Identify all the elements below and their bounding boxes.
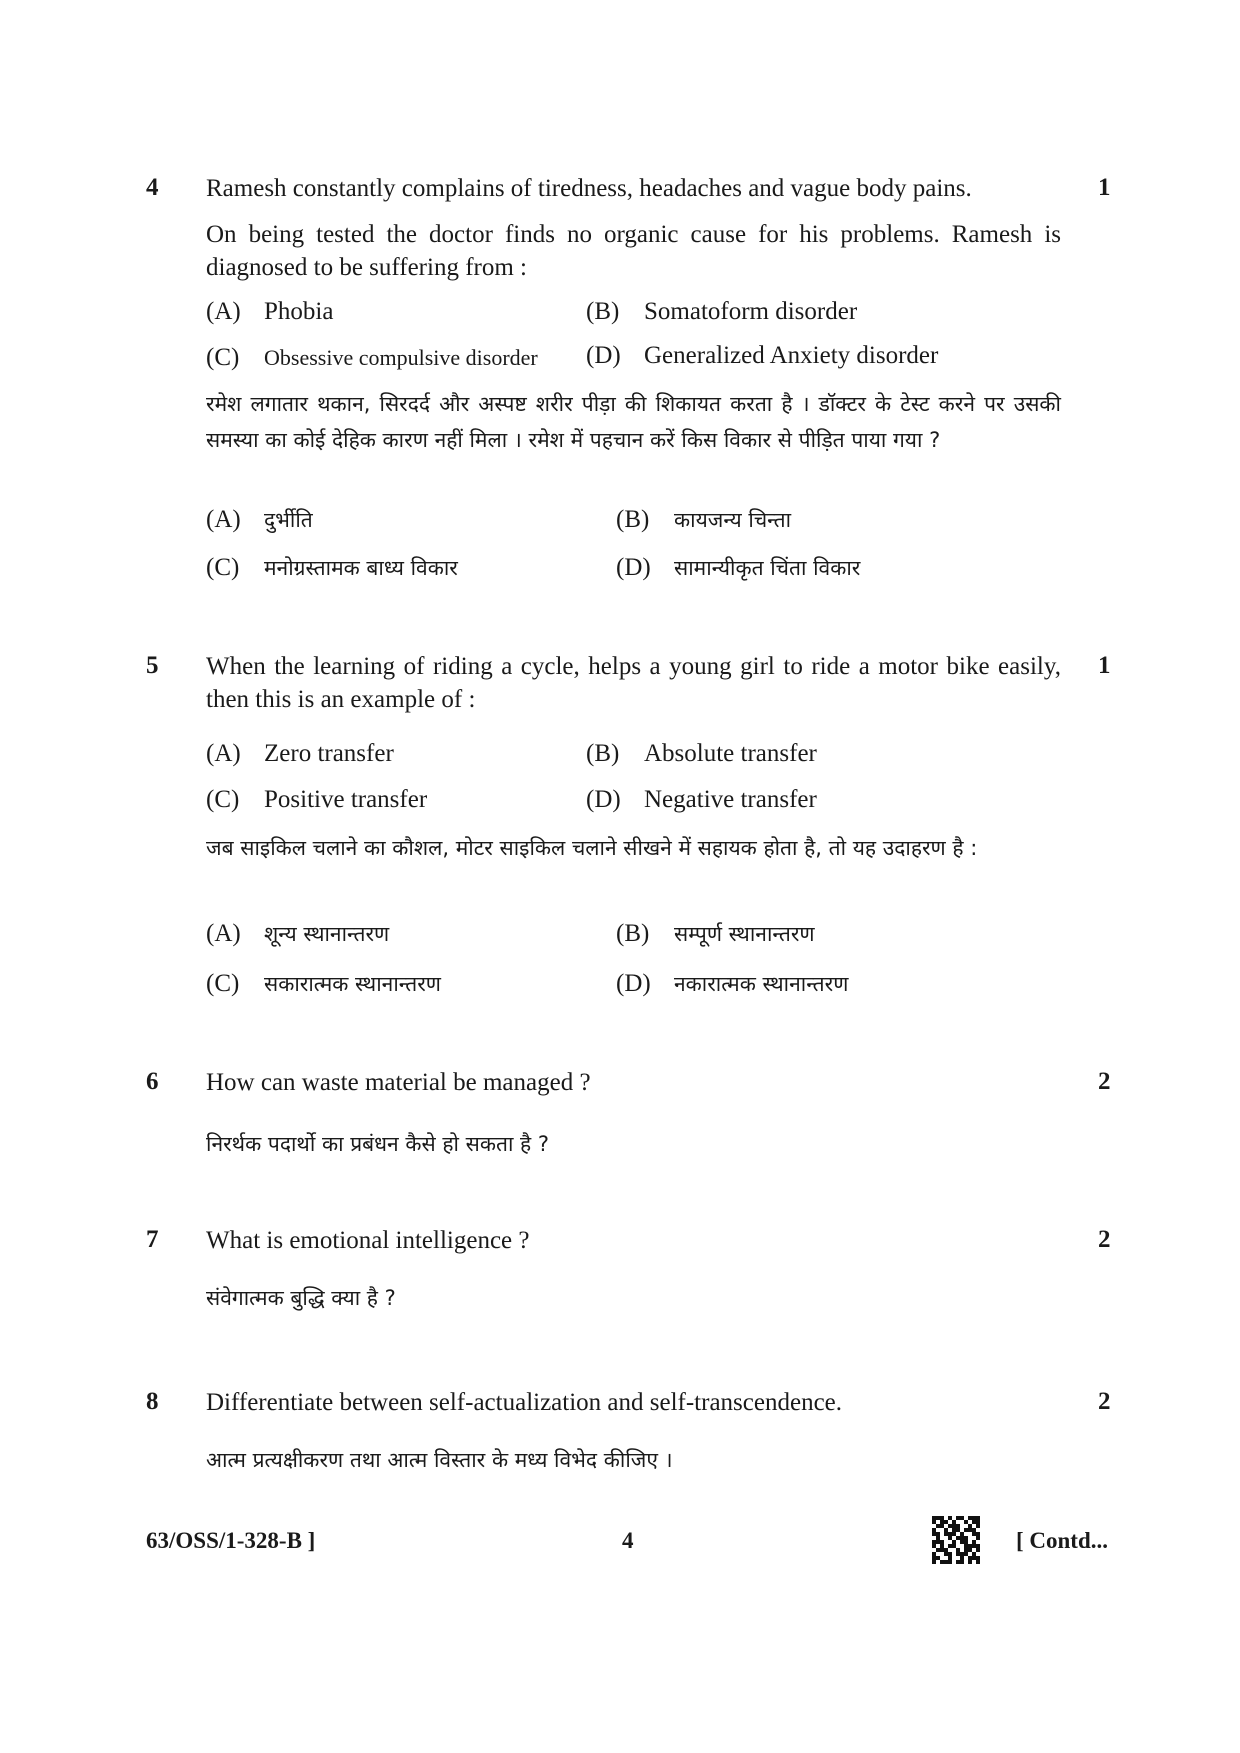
- hindi-option-c: (C) मनोग्रस्तामक बाध्य विकार: [206, 554, 458, 581]
- hindi-option-b: (B) कायजन्य चिन्ता: [616, 506, 792, 533]
- question-text: How can waste material be managed ?: [206, 1069, 591, 1096]
- hindi-question-text: जब साइकिल चलाने का कौशल, मोटर साइकिल चलाने सीखने में सहायक होता है, तो यह उदाहरण है :: [206, 836, 978, 860]
- hindi-option-a: (A) शून्य स्थानान्तरण: [206, 920, 390, 947]
- qr-code-icon: [932, 1516, 980, 1564]
- option-c: (C) Obsessive compulsive disorder: [206, 344, 538, 371]
- question-number: 6: [146, 1068, 159, 1095]
- question-text: When the learning of riding a cycle, helps a young girl to ride a motor bike easily, then this is an example of :: [206, 653, 1061, 713]
- option-b: (B) Somatoform disorder: [586, 298, 858, 325]
- question-marks: 2: [1098, 1226, 1111, 1253]
- hindi-option-b: (B) सम्पूर्ण स्थानान्तरण: [616, 920, 815, 947]
- question-marks: 1: [1098, 652, 1111, 679]
- hindi-option-c: (C) सकारात्मक स्थानान्तरण: [206, 970, 441, 997]
- question-number: 5: [146, 652, 159, 679]
- question-text: On being tested the doctor finds no organic cause for his problems. Ramesh is diagnosed to be suffering from :: [206, 221, 1061, 281]
- question-marks: 2: [1098, 1068, 1111, 1095]
- option-a: (A) Zero transfer: [206, 740, 394, 767]
- hindi-option-a: (A) दुर्भीति: [206, 506, 313, 533]
- question-text: Differentiate between self-actualization and self-transcendence.: [206, 1389, 843, 1416]
- option-b: (B) Absolute transfer: [586, 740, 817, 767]
- hindi-question-text: रमेश लगातार थकान, सिरदर्द और अस्पष्ट शरीर पीड़ा की शिकायत करता है । डॉक्टर के टेस्ट करने पर उसकी समस्या का कोई देहिक कारण नहीं मिला । रमेश में पहचान करें किस विकार से पीड़ित पाया गया ?: [206, 392, 1061, 452]
- option-a: (A) Phobia: [206, 298, 334, 325]
- hindi-question-text: संवेगात्मक बुद्धि क्या है ?: [206, 1286, 396, 1310]
- option-d: (D) Negative transfer: [586, 786, 817, 813]
- question-text: Ramesh constantly complains of tiredness, headaches and vague body pains.: [206, 175, 972, 202]
- continued-label: [ Contd...: [1016, 1528, 1109, 1553]
- paper-code: 63/OSS/1-328-B ]: [146, 1528, 316, 1553]
- question-marks: 2: [1098, 1388, 1111, 1415]
- hindi-option-d: (D) नकारात्मक स्थानान्तरण: [616, 970, 849, 997]
- option-c: (C) Positive transfer: [206, 786, 428, 813]
- page-number: 4: [622, 1528, 634, 1553]
- option-d: (D) Generalized Anxiety disorder: [586, 342, 939, 369]
- hindi-question-text: आत्म प्रत्यक्षीकरण तथा आत्म विस्तार के मध्य विभेद कीजिए ।: [206, 1448, 673, 1472]
- hindi-option-d: (D) सामान्यीकृत चिंता विकार: [616, 554, 861, 581]
- question-text: What is emotional intelligence ?: [206, 1227, 530, 1254]
- question-number: 8: [146, 1388, 159, 1415]
- question-marks: 1: [1098, 174, 1111, 201]
- question-number: 4: [146, 174, 159, 201]
- hindi-question-text: निरर्थक पदार्थो का प्रबंधन कैसे हो सकता है ?: [206, 1132, 550, 1156]
- question-number: 7: [146, 1226, 159, 1253]
